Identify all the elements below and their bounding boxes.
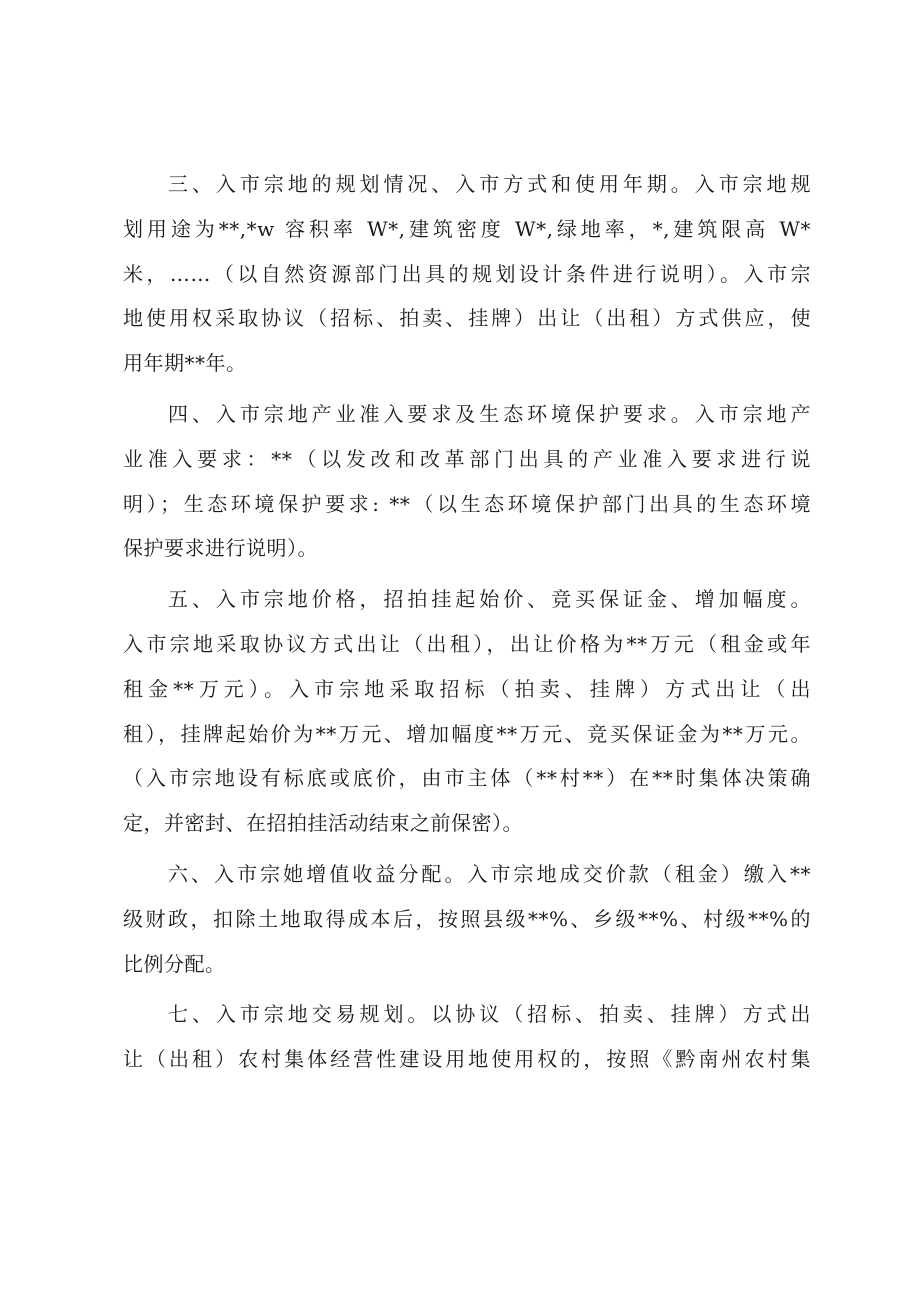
- text-line: 五、入市宗地价格，招拍挂起始价、竞买保证金、增加幅度。: [168, 587, 811, 612]
- text-line: 让（出租）农村集体经营性建设用地使用权的，按照《黔南州农村集: [123, 1047, 811, 1072]
- text-line: 用年期**年。: [123, 351, 247, 376]
- text-line: 米，……（以自然资源部门出具的规划设计条件进行说明）。入市宗: [123, 261, 811, 286]
- text-line: 定，并密封、在招拍挂活动结束之前保密）。: [123, 811, 523, 836]
- text-line: 租），挂牌起始价为**万元、增加幅度**万元、竞买保证金为**万元。: [123, 721, 811, 746]
- text-line: 地使用权采取协议（招标、拍卖、挂牌）出让（出租）方式供应，使: [123, 306, 811, 331]
- text-line: 业准入要求：**（以发改和改革部门出具的产业准入要求进行说: [123, 446, 811, 471]
- paragraph-planning: [123, 162, 811, 386]
- text-line: 四、入市宗地产业准入要求及生态环境保护要求。入市宗地产: [168, 401, 811, 426]
- text-line: 六、入市宗她增值收益分配。入市宗地成交价款（租金）缴入**: [168, 861, 811, 886]
- text-line: 比例分配。: [123, 951, 226, 976]
- paragraph-price: [123, 577, 811, 846]
- text-line: 租金**万元）。入市宗地采取招标（拍卖、挂牌）方式出让（出: [123, 676, 811, 701]
- text-line: 入市宗地采取协议方式出让（出租），出让价格为**万元（租金或年: [123, 631, 811, 656]
- text-line: 三、入市宗地的规划情况、入市方式和使用年期。入市宗地规: [168, 172, 811, 196]
- text-line: 明）；生态环境保护要求: **（以生态环境保护部门出具的生态环境: [123, 491, 811, 516]
- text-line: 保护要求进行说明）。: [123, 536, 318, 561]
- paragraph-revenue-distribution: [123, 852, 811, 986]
- text-line: 七、入市宗地交易规划。以协议（招标、拍卖、挂牌）方式出: [168, 1002, 811, 1027]
- text-line: （入市宗地设有标底或底价，由市主体（**村**）在**时集体决策确: [123, 766, 811, 791]
- paragraph-transaction-rules: [123, 992, 811, 1082]
- paragraph-industry-requirements: [123, 392, 811, 571]
- text-line: 划用途为**,*w 容积率 W*,建筑密度 W*,绿地率，*,建筑限高 W*: [123, 216, 811, 241]
- text-line: 级财政，扣除土地取得成本后，按照县级**%、乡级**%、村级**%的: [123, 906, 811, 931]
- document-body: [123, 162, 811, 1082]
